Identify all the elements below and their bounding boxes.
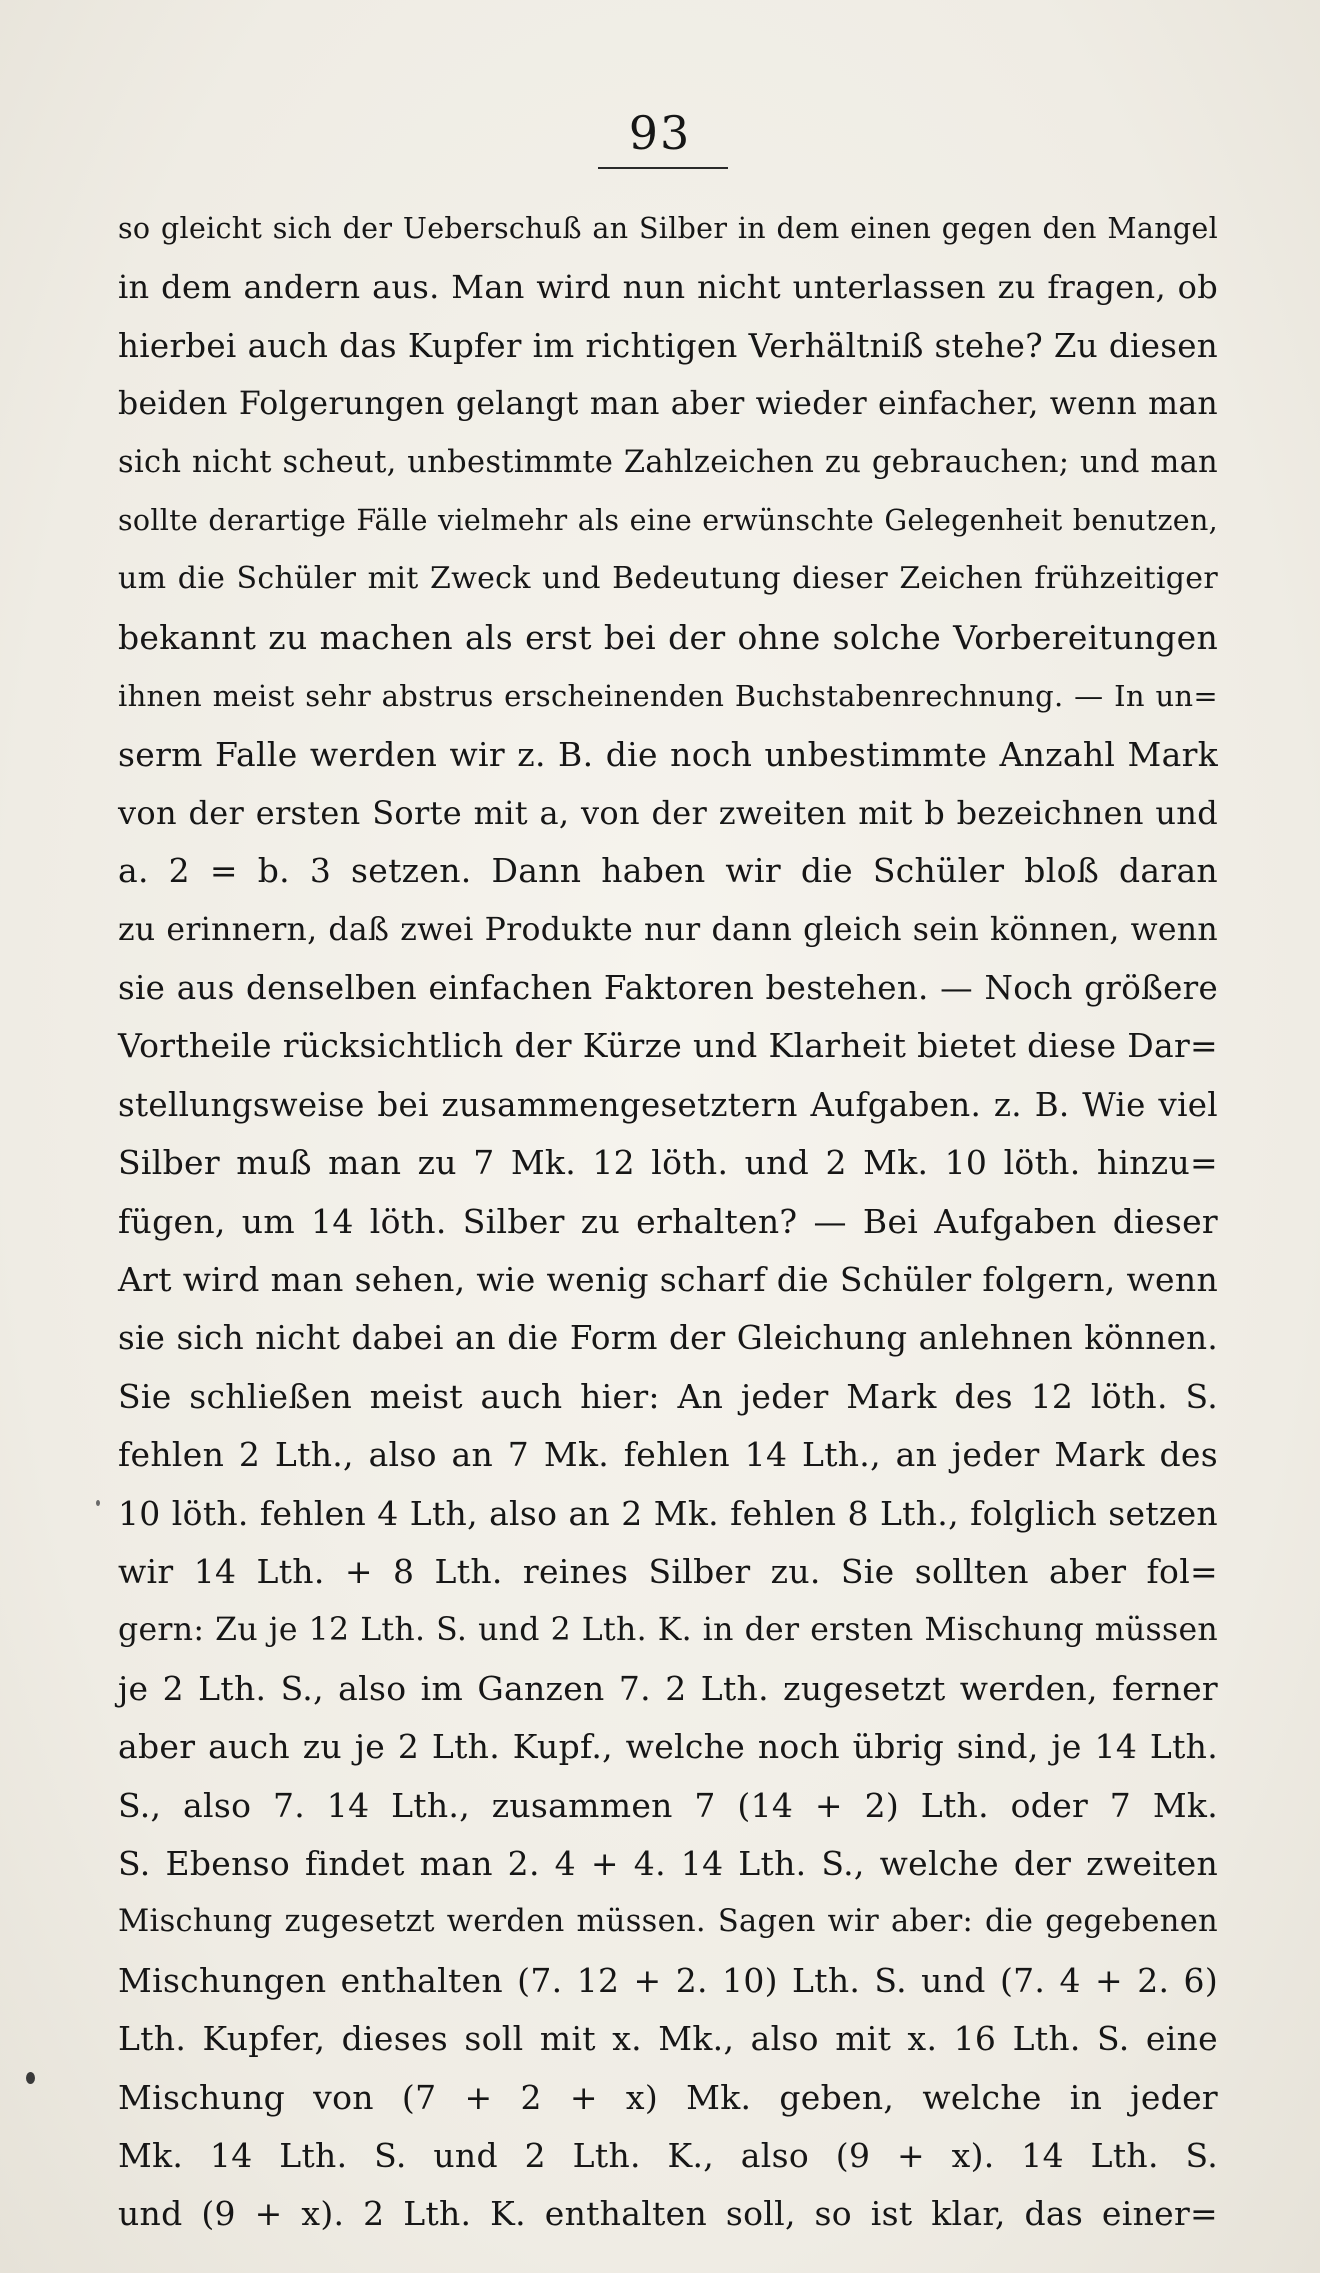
ink-speck	[96, 1500, 100, 1506]
text-line: Mischung zugesetzt werden müssen. Sagen wir aber: die gegebenen	[118, 1904, 1218, 1940]
text-line: gern: Zu je 12 Lth. S. und 2 Lth. K. in der ersten Mischung müssen	[118, 1612, 1218, 1649]
text-line: sie sich nicht dabei an die Form der Gleichung anlehnen können.	[118, 1319, 1218, 1358]
text-line: wir 14 Lth. + 8 Lth. reines Silber zu. Sie sollten aber fol=	[118, 1551, 1218, 1591]
text-line: fehlen 2 Lth., also an 7 Mk. fehlen 14 Lth., an jeder Mark des	[118, 1435, 1218, 1475]
text-line: hierbei auch das Kupfer im richtigen Verhältniß stehe? Zu diesen	[118, 326, 1218, 365]
page-number: 93	[628, 106, 692, 160]
text-line: Silber muß man zu 7 Mk. 12 löth. und 2 Mk. 10 löth. hinzu=	[118, 1143, 1218, 1183]
ink-speck	[26, 2072, 35, 2084]
text-line: Mischung von (7 + 2 + x) Mk. geben, welche in jeder	[118, 2077, 1218, 2117]
text-line: a. 2 = b. 3 setzen. Dann haben wir die Schüler bloß daran	[118, 851, 1218, 891]
text-line: Sie schließen meist auch hier: An jeder Mark des 12 löth. S.	[118, 1376, 1218, 1416]
text-line: S. Ebenso findet man 2. 4 + 4. 14 Lth. S., welche der zweiten	[118, 1843, 1218, 1883]
body-text	[118, 200, 1218, 2244]
text-line: sie aus denselben einfachen Faktoren bestehen. — Noch größere	[118, 969, 1218, 1008]
text-line: je 2 Lth. S., also im Ganzen 7. 2 Lth. zugesetzt werden, ferner	[118, 1668, 1218, 1708]
text-line: um die Schüler mit Zweck und Bedeutung dieser Zeichen frühzeitiger	[118, 561, 1218, 597]
text-line: zu erinnern, daß zwei Produkte nur dann gleich sein können, wenn	[118, 911, 1218, 948]
text-line: Vortheile rücksichtlich der Kürze und Klarheit bietet diese Dar=	[118, 1026, 1218, 1066]
text-line: fügen, um 14 löth. Silber zu erhalten? — Bei Aufgaben dieser	[118, 1201, 1218, 1241]
text-line: so gleicht sich der Ueberschuß an Silber in dem einen gegen den Mangel	[118, 212, 1218, 245]
text-line: 10 löth. fehlen 4 Lth, also an 2 Mk. fehlen 8 Lth., folglich setzen	[118, 1493, 1218, 1533]
header-rule	[598, 167, 728, 169]
text-line: sollte derartige Fälle vielmehr als eine erwünschte Gelegenheit benutzen,	[118, 503, 1218, 537]
text-line: bekannt zu machen als erst bei der ohne solche Vorbereitungen	[118, 617, 1218, 657]
text-line: aber auch zu je 2 Lth. Kupf., welche noch übrig sind, je 14 Lth.	[118, 1727, 1218, 1767]
text-line: Lth. Kupfer, dieses soll mit x. Mk., also mit x. 16 Lth. S. eine	[118, 2019, 1218, 2059]
text-line: ihnen meist sehr abstrus erscheinenden Buchstabenrechnung. — In un=	[118, 679, 1218, 714]
text-line: Mischungen enthalten (7. 12 + 2. 10) Lth. S. und (7. 4 + 2. 6)	[118, 1960, 1218, 2000]
text-line: und (9 + x). 2 Lth. K. enthalten soll, so ist klar, das einer=	[118, 2194, 1218, 2234]
text-line: serm Falle werden wir z. B. die noch unbestimmte Anzahl Mark	[118, 734, 1218, 774]
text-line: sich nicht scheut, unbestimmte Zahlzeichen zu gebrauchen; und man	[118, 444, 1218, 480]
text-line: Mk. 14 Lth. S. und 2 Lth. K., also (9 + x). 14 Lth. S.	[118, 2135, 1218, 2175]
text-line: in dem andern aus. Man wird nun nicht unterlassen zu fragen, ob	[118, 268, 1218, 307]
text-line: S., also 7. 14 Lth., zusammen 7 (14 + 2) Lth. oder 7 Mk.	[118, 1785, 1218, 1825]
text-line: beiden Folgerungen gelangt man aber wieder einfacher, wenn man	[118, 386, 1218, 423]
text-line: stellungsweise bei zusammengesetztern Aufgaben. z. B. Wie viel	[118, 1085, 1218, 1124]
text-line: von der ersten Sorte mit a, von der zweiten mit b bezeichnen und	[118, 793, 1218, 832]
text-line: Art wird man sehen, wie wenig scharf die Schüler folgern, wenn	[118, 1260, 1218, 1300]
